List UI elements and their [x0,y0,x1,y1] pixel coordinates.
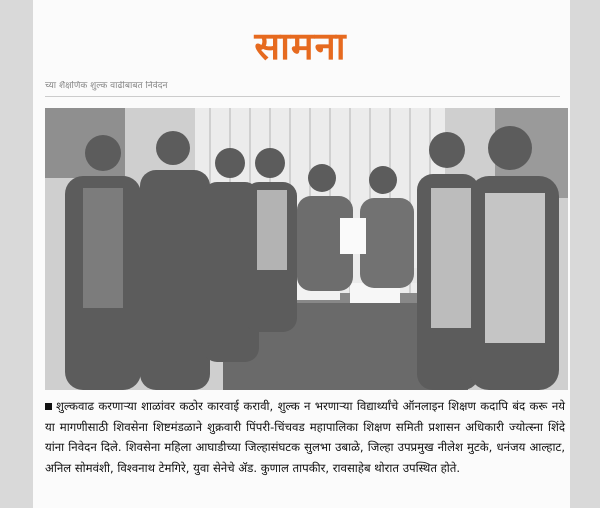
photo-illustration [45,108,568,390]
news-photo [45,108,568,390]
bullet-icon [45,403,52,410]
newspaper-masthead: सामना [254,24,347,68]
cut-off-text-line: च्या शैक्षणिक शुल्क वाढीबाबत निवेदन [45,81,168,91]
photo-caption [45,396,565,501]
divider [45,96,560,97]
caption-text: शुल्कवाढ करणाऱ्या शाळांवर कठोर कारवाई करावी, शुल्क न भरणाऱ्या विद्यार्थ्यांचे ऑनलाइन शिक्षण कदापि बंद करू नये या मागणीसाठी शिवसेना शिष्टमंडळाने शुक्रवारी पिंपरी-चिंचवड महापालिका शिक्षण समिती प्रशासन अधिकारी ज्योत्स्ना शिंदे यांना निवेदन दिले. शिवसेना महिला आघाडीच्या जिल्हासंघटक सुलभा उबाळे, जिल्हा उपप्रमुख नीलेश मुटके, धनंजय आल्हाट, अनिल सोमवंशी, विश्वनाथ टेमगिरे, युवा सेनेचे ॲड. कुणाल तापकीर, रावसाहेब थोरात उपस्थित होते. [45,399,565,475]
